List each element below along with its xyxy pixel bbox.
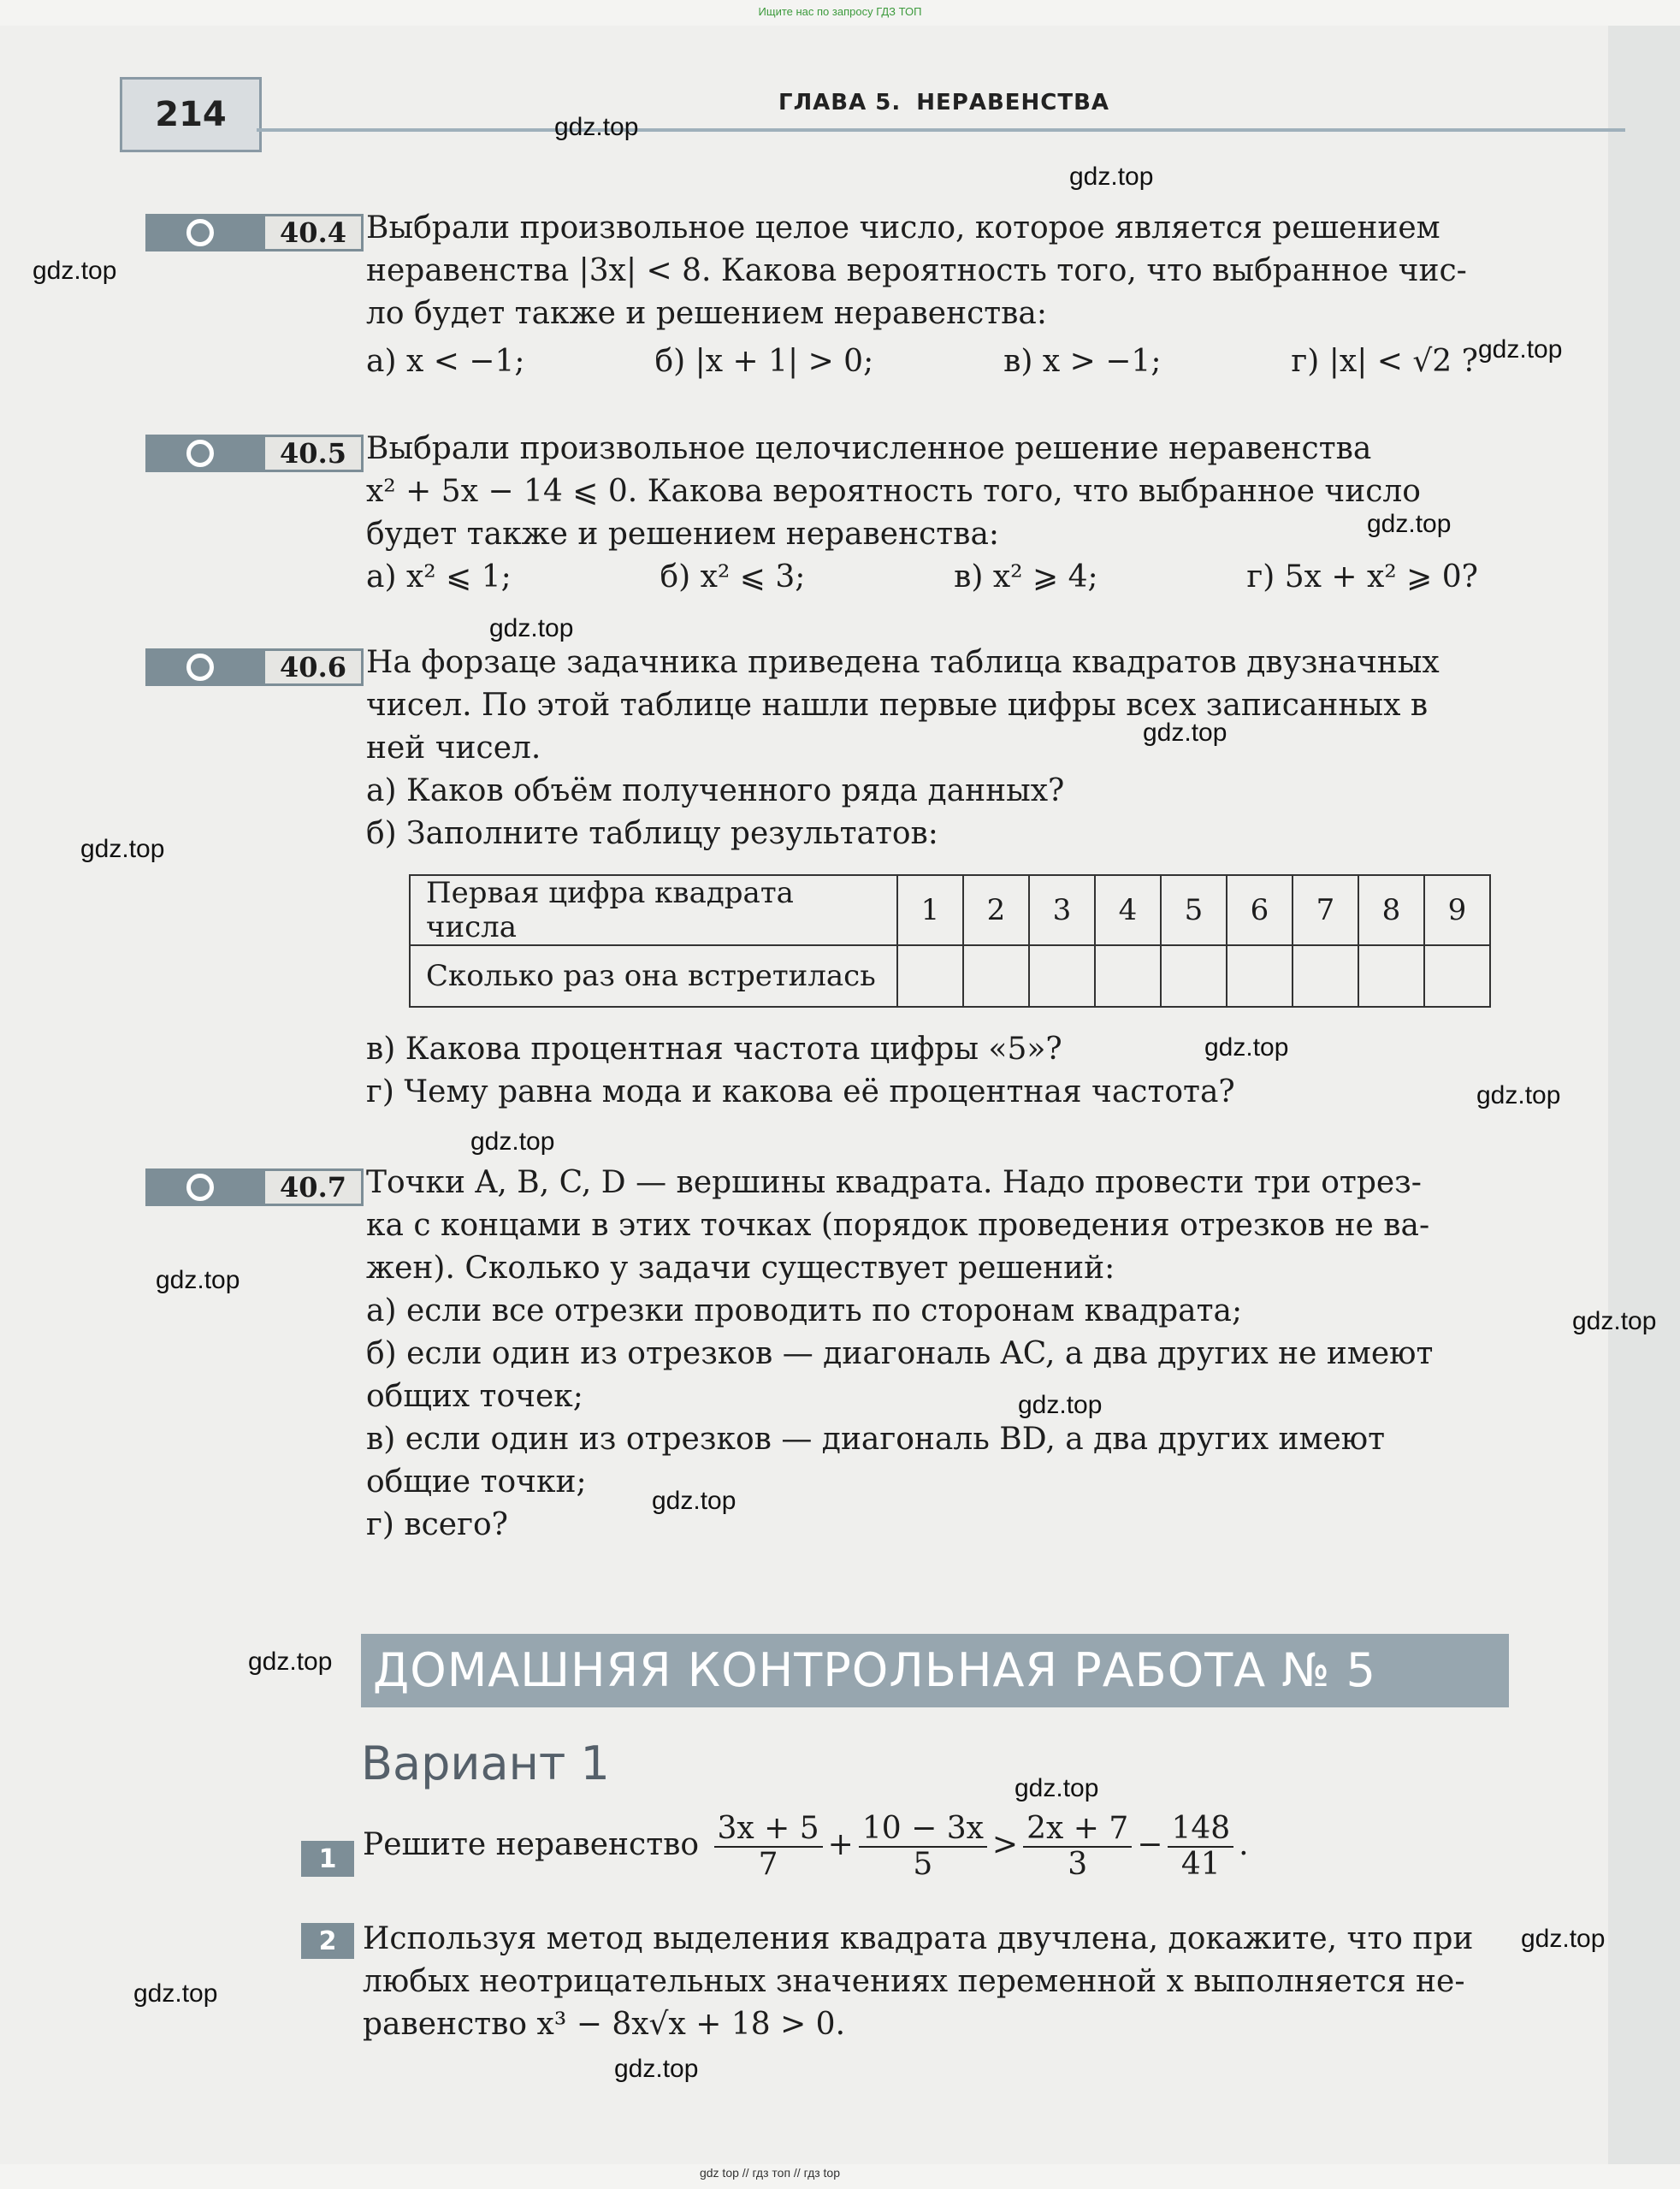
option-b: б) x² ⩽ 3;	[660, 559, 806, 595]
table-cell: 7	[1293, 875, 1358, 945]
task-number: 40.7	[265, 1171, 361, 1204]
task-line: в) если один из отрезков — диагональ BD, а два других имеют	[366, 1422, 1386, 1457]
watermark: gdz.top	[248, 1648, 333, 1676]
watermark: gdz.top	[470, 1127, 555, 1156]
watermark: gdz.top	[1572, 1307, 1657, 1335]
homework-line: Используя метод выделения квадрата двучлена, докажите, что при	[363, 1921, 1474, 1956]
task-line: ло будет также и решением неравенства:	[366, 296, 1048, 331]
circle-icon	[186, 440, 214, 467]
task-number: 40.5	[265, 437, 361, 470]
variant-title: Вариант 1	[361, 1736, 610, 1790]
table-cell: 4	[1095, 875, 1161, 945]
watermark: gdz.top	[33, 257, 117, 285]
task-line: неравенства |3x| < 8. Какова вероятность того, что выбранное чис-	[366, 253, 1467, 288]
task-text	[366, 642, 1529, 855]
watermark: gdz.top	[652, 1487, 736, 1515]
task-number: 40.4	[265, 216, 361, 249]
task-marker	[145, 648, 364, 686]
task-text	[366, 1162, 1529, 1547]
homework-line: равенство x³ − 8x√x + 18 > 0.	[363, 2007, 846, 2042]
homework-number: 1	[301, 1841, 354, 1877]
table-cell-empty	[1358, 945, 1424, 1007]
denominator: 41	[1180, 1847, 1221, 1882]
task-line: Точки A, B, C, D — вершины квадрата. Надо провести три отрез-	[366, 1165, 1422, 1200]
fraction	[859, 1812, 987, 1882]
watermark: gdz.top	[1018, 1391, 1103, 1419]
task-line: г) Чему равна мода и какова её процентная частота?	[366, 1074, 1235, 1109]
task-text	[366, 207, 1529, 383]
watermark: gdz.top	[554, 113, 639, 141]
circle-icon	[186, 1174, 214, 1201]
chapter-header	[778, 90, 1109, 115]
table-cell-empty	[1424, 945, 1490, 1007]
circle-icon	[186, 654, 214, 681]
top-note: Ищите нас по запросу ГДЗ ТОП	[758, 5, 922, 18]
task-line: ней чисел.	[366, 731, 541, 766]
option-a: а) x² ⩽ 1;	[366, 559, 512, 595]
header-rule	[257, 128, 1625, 132]
bottom-note: gdz top // гдз топ // гдз top	[699, 2166, 841, 2180]
option-c: в) x² ⩾ 4;	[954, 559, 1098, 595]
watermark: gdz.top	[489, 614, 574, 642]
task-line: На форзаце задачника приведена таблица квадратов двузначных	[366, 645, 1440, 680]
task-text	[366, 428, 1529, 599]
option-d: г) |x| < √2 ?	[1291, 344, 1478, 379]
homework-text: Решите неравенство $\frac{3x + 5}{7}$ + $\frac{10 - 3x}{5}$ > $\frac{2x + 7}{3}$ − $\frac{148}{41}$ .	[363, 1811, 1249, 1882]
fraction	[714, 1812, 823, 1882]
task-line: б) Заполните таблицу результатов:	[366, 816, 938, 851]
table-cell-empty	[1161, 945, 1227, 1007]
table-cell: 1	[897, 875, 963, 945]
page-spine-shadow	[1608, 26, 1680, 2164]
results-table	[409, 874, 1491, 1008]
table-cell-empty	[1095, 945, 1161, 1007]
numerator: 2x + 7	[1023, 1812, 1132, 1848]
task-marker	[145, 1168, 364, 1206]
watermark: gdz.top	[80, 835, 165, 863]
task-text	[366, 1028, 1529, 1114]
watermark: gdz.top	[1204, 1033, 1289, 1062]
table-row-label: Первая цифра квадрата числа	[410, 875, 897, 945]
denominator: 7	[758, 1847, 778, 1882]
table-cell: 3	[1029, 875, 1095, 945]
table-cell-empty	[1227, 945, 1293, 1007]
table-cell: 9	[1424, 875, 1490, 945]
watermark: gdz.top	[614, 2055, 699, 2083]
table-row	[410, 945, 1490, 1007]
table-cell: 6	[1227, 875, 1293, 945]
task-options	[366, 340, 1478, 383]
page-number: 214	[120, 77, 262, 152]
task-line: в) Какова процентная частота цифры «5»?	[366, 1032, 1062, 1067]
watermark: gdz.top	[1143, 719, 1227, 747]
table-cell: 2	[963, 875, 1029, 945]
task-line: Выбрали произвольное целое число, которое является решением	[366, 210, 1440, 246]
task-line: x² + 5x − 14 ⩽ 0. Какова вероятность того, что выбранное число	[366, 474, 1421, 509]
task-line: жен). Сколько у задачи существует решений:	[366, 1251, 1115, 1286]
homework-text	[363, 1918, 1517, 2046]
homework-number: 2	[301, 1923, 354, 1959]
table-cell-empty	[1029, 945, 1095, 1007]
fraction	[1023, 1812, 1132, 1882]
watermark: gdz.top	[1521, 1925, 1606, 1953]
table-cell-empty	[1293, 945, 1358, 1007]
table-row-label: Сколько раз она встретилась	[410, 945, 897, 1007]
watermark: gdz.top	[1476, 1081, 1561, 1109]
task-line: б) если один из отрезков — диагональ AC, а два других не имеют	[366, 1336, 1434, 1371]
task-number: 40.6	[265, 651, 361, 683]
denominator: 3	[1068, 1847, 1088, 1882]
homework-banner: ДОМАШНЯЯ КОНТРОЛЬНАЯ РАБОТА № 5	[361, 1634, 1509, 1707]
task-line: общих точек;	[366, 1379, 583, 1414]
watermark: gdz.top	[1367, 510, 1452, 538]
watermark: gdz.top	[1478, 335, 1563, 364]
chapter-label: ГЛАВА 5.	[778, 90, 902, 115]
option-a: а) x < −1;	[366, 344, 525, 379]
task-marker	[145, 435, 364, 472]
task-marker	[145, 214, 364, 251]
task-options	[366, 556, 1478, 599]
task-line: будет также и решением неравенства:	[366, 517, 1000, 552]
circle-icon	[186, 219, 214, 246]
watermark: gdz.top	[133, 1979, 218, 2008]
option-d: г) 5x + x² ⩾ 0?	[1246, 559, 1478, 595]
homework-prompt: Решите неравенство	[363, 1827, 700, 1862]
numerator: 3x + 5	[714, 1812, 823, 1848]
homework-line: любых неотрицательных значениях переменной x выполняется не-	[363, 1964, 1465, 1999]
table-cell: 5	[1161, 875, 1227, 945]
table-cell-empty	[897, 945, 963, 1007]
task-line: а) Каков объём полученного ряда данных?	[366, 773, 1065, 808]
watermark: gdz.top	[1069, 163, 1154, 191]
fraction	[1168, 1812, 1233, 1882]
table-row	[410, 875, 1490, 945]
task-line: чисел. По этой таблице нашли первые цифры всех записанных в	[366, 688, 1429, 723]
task-line: г) всего?	[366, 1507, 508, 1542]
task-line: ка с концами в этих точках (порядок проведения отрезков не ва-	[366, 1208, 1430, 1243]
watermark: gdz.top	[156, 1266, 240, 1294]
task-line: а) если все отрезки проводить по сторонам квадрата;	[366, 1293, 1243, 1328]
numerator: 10 − 3x	[859, 1812, 987, 1848]
chapter-title: НЕРАВЕНСТВА	[916, 90, 1110, 115]
option-b: б) |x + 1| > 0;	[654, 344, 874, 379]
watermark: gdz.top	[1015, 1774, 1099, 1802]
task-line: Выбрали произвольное целочисленное решение неравенства	[366, 431, 1372, 466]
numerator: 148	[1168, 1812, 1233, 1848]
table-cell: 8	[1358, 875, 1424, 945]
table-cell-empty	[963, 945, 1029, 1007]
denominator: 5	[913, 1847, 933, 1882]
task-line: общие точки;	[366, 1464, 587, 1500]
option-c: в) x > −1;	[1003, 344, 1162, 379]
